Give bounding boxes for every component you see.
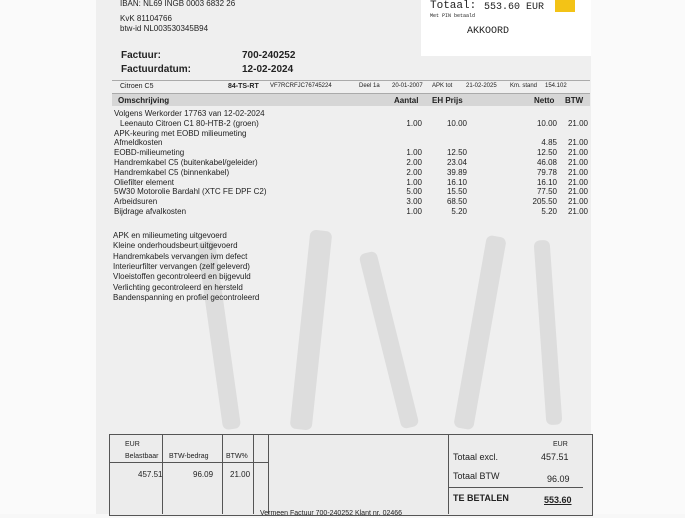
col-aantal: Aantal (394, 96, 419, 105)
vehicle-apk-date: 21-02-2025 (466, 83, 497, 89)
totals-box (109, 434, 593, 516)
line-btw: 21.00 (567, 187, 588, 197)
note-line: Kleine onderhoudsbeurt uitgevoerd (113, 241, 238, 251)
receipt-subtext: Met PIN betaald (430, 13, 476, 19)
invoice-date-label: Factuurdatum: (121, 64, 191, 75)
line-btw: 21.00 (567, 207, 588, 216)
line-desc: 5W30 Motorolie Bardahl (XTC FE DPF C2) (114, 187, 267, 197)
receipt-status: AKKOORD (467, 26, 510, 37)
column-header-bar (112, 94, 590, 106)
vehicle-model: Citroen C5 (120, 83, 154, 90)
line-prijs: 12.50 (446, 148, 467, 158)
line-btw: 21.00 (567, 177, 588, 187)
background-left (0, 0, 96, 514)
vat-btw-pct: 21.00 (230, 470, 251, 479)
col-netto: Netto (534, 96, 555, 105)
line-desc: Bijdrage afvalkosten (114, 207, 187, 216)
totals-excl-label: Totaal excl. (453, 452, 499, 462)
invoice-date: 12-02-2024 (242, 64, 294, 75)
divider (448, 434, 449, 514)
note-line: Bandenspanning en profiel gecontroleerd (113, 292, 260, 302)
vehicle-km-value: 154.102 (545, 83, 567, 89)
line-desc: Arbeidsuren (114, 197, 158, 207)
line-desc: Oliefilter element (114, 177, 175, 187)
vehicle-deel-date: 20-01-2007 (392, 83, 423, 89)
vat-belastbaar-label: Belastbaar (125, 453, 159, 460)
line-prijs: 15.50 (446, 187, 467, 197)
note-line: Verlichting gecontroleerd en hersteld (113, 282, 243, 292)
vehicle-apk-label: APK tot (432, 83, 453, 89)
note-line: Vloeistoffen gecontroleerd en bijgevuld (113, 272, 251, 282)
line-netto: 4.85 (541, 138, 557, 148)
line-netto: 16.10 (536, 177, 557, 187)
totals-eur-label: EUR (553, 441, 568, 448)
receipt-total-value: 553.60 EUR (484, 2, 545, 13)
line-desc: Leenauto Citroen C1 80-HTB-2 (groen) (120, 118, 259, 128)
receipt-tab (555, 0, 575, 12)
line-desc: Afmeldkosten (114, 138, 163, 148)
divider (109, 462, 269, 463)
line-btw: 21.00 (567, 197, 588, 207)
vat-btw-pct-label: BTW% (226, 453, 248, 460)
totals-pay-label: TE BETALEN (453, 493, 509, 503)
vehicle-km-label: Km. stand (510, 83, 538, 89)
line-desc: Handremkabel C5 (buitenkabel/geleider) (114, 158, 258, 167)
line-aantal: 1.00 (406, 148, 422, 158)
vat-btw-bedrag-label: BTW-bedrag (169, 453, 209, 460)
company-iban: IBAN: NL69 INGB 0003 6832 26 (120, 0, 236, 8)
vehicle-plate: 84-TS-RT (228, 83, 259, 90)
line-netto: 205.50 (532, 197, 557, 207)
line-aantal: 3.00 (406, 197, 422, 207)
company-kvk: KvK 81104766 (120, 14, 172, 23)
vehicle-deel-label: Deel 1a (359, 83, 380, 89)
col-btw: BTW (565, 96, 584, 105)
line-prijs: 68.50 (446, 197, 467, 207)
note-line: Handremkabels vervangen ivm defect (113, 251, 248, 261)
totals-pay-value: 553.60 (544, 495, 572, 505)
line-aantal: 1.00 (406, 177, 422, 187)
line-aantal: 5.00 (406, 187, 422, 197)
receipt-total-label: Totaal: (430, 0, 477, 12)
line-prijs: 16.10 (446, 177, 467, 187)
divider (448, 487, 583, 488)
col-omschrijving: Omschrijving (118, 96, 170, 105)
vehicle-vin: VF7RCRFJC76745224 (270, 83, 332, 89)
line-desc: Volgens Werkorder 17763 van 12-02-2024 (114, 109, 265, 118)
line-desc: APK-keuring met EOBD milieumeting (114, 128, 247, 138)
divider (253, 434, 254, 514)
line-prijs: 39.89 (446, 167, 467, 177)
line-btw: 21.00 (567, 158, 588, 167)
invoice-number-label: Factuur: (121, 50, 161, 61)
line-btw: 21.00 (567, 138, 588, 148)
totals-excl-value: 457.51 (541, 452, 569, 462)
line-aantal: 2.00 (406, 158, 422, 167)
background-right (591, 0, 685, 514)
line-prijs: 5.20 (451, 207, 467, 216)
note-line: Interieurfilter vervangen (zelf geleverd) (113, 261, 250, 271)
line-netto: 12.50 (536, 148, 557, 158)
line-btw: 21.00 (567, 148, 588, 158)
line-netto: 77.50 (536, 187, 557, 197)
col-eh-prijs: EH Prijs (432, 96, 463, 105)
line-netto: 5.20 (541, 207, 557, 216)
company-btw-id: btw-id NL003530345B94 (120, 24, 209, 33)
line-aantal: 1.00 (406, 118, 422, 128)
footer-text: Vermeen Factuur 700-240252 Klant nr. 02466 (260, 510, 403, 517)
line-desc: Handremkabel C5 (binnenkabel) (114, 167, 230, 177)
line-desc: EOBD-milieumeting (114, 148, 185, 158)
vat-btw-bedrag: 96.09 (193, 470, 214, 479)
line-prijs: 10.00 (446, 118, 467, 128)
vat-eur-label: EUR (125, 441, 140, 448)
divider (222, 434, 223, 514)
line-netto: 10.00 (536, 118, 557, 128)
line-btw: 21.00 (567, 167, 588, 177)
line-aantal: 1.00 (406, 207, 422, 216)
divider (268, 434, 269, 514)
line-prijs: 23.04 (446, 158, 467, 167)
totals-btw-label: Totaal BTW (453, 471, 500, 481)
line-btw: 21.00 (567, 118, 588, 128)
vat-belastbaar: 457.51 (138, 470, 163, 479)
totals-btw-value: 96.09 (547, 474, 570, 484)
note-line: APK en milieumeting uitgevoerd (113, 231, 227, 240)
line-aantal: 2.00 (406, 167, 422, 177)
line-netto: 79.78 (536, 167, 557, 177)
line-netto: 46.08 (536, 158, 557, 167)
invoice-number: 700-240252 (242, 50, 296, 61)
